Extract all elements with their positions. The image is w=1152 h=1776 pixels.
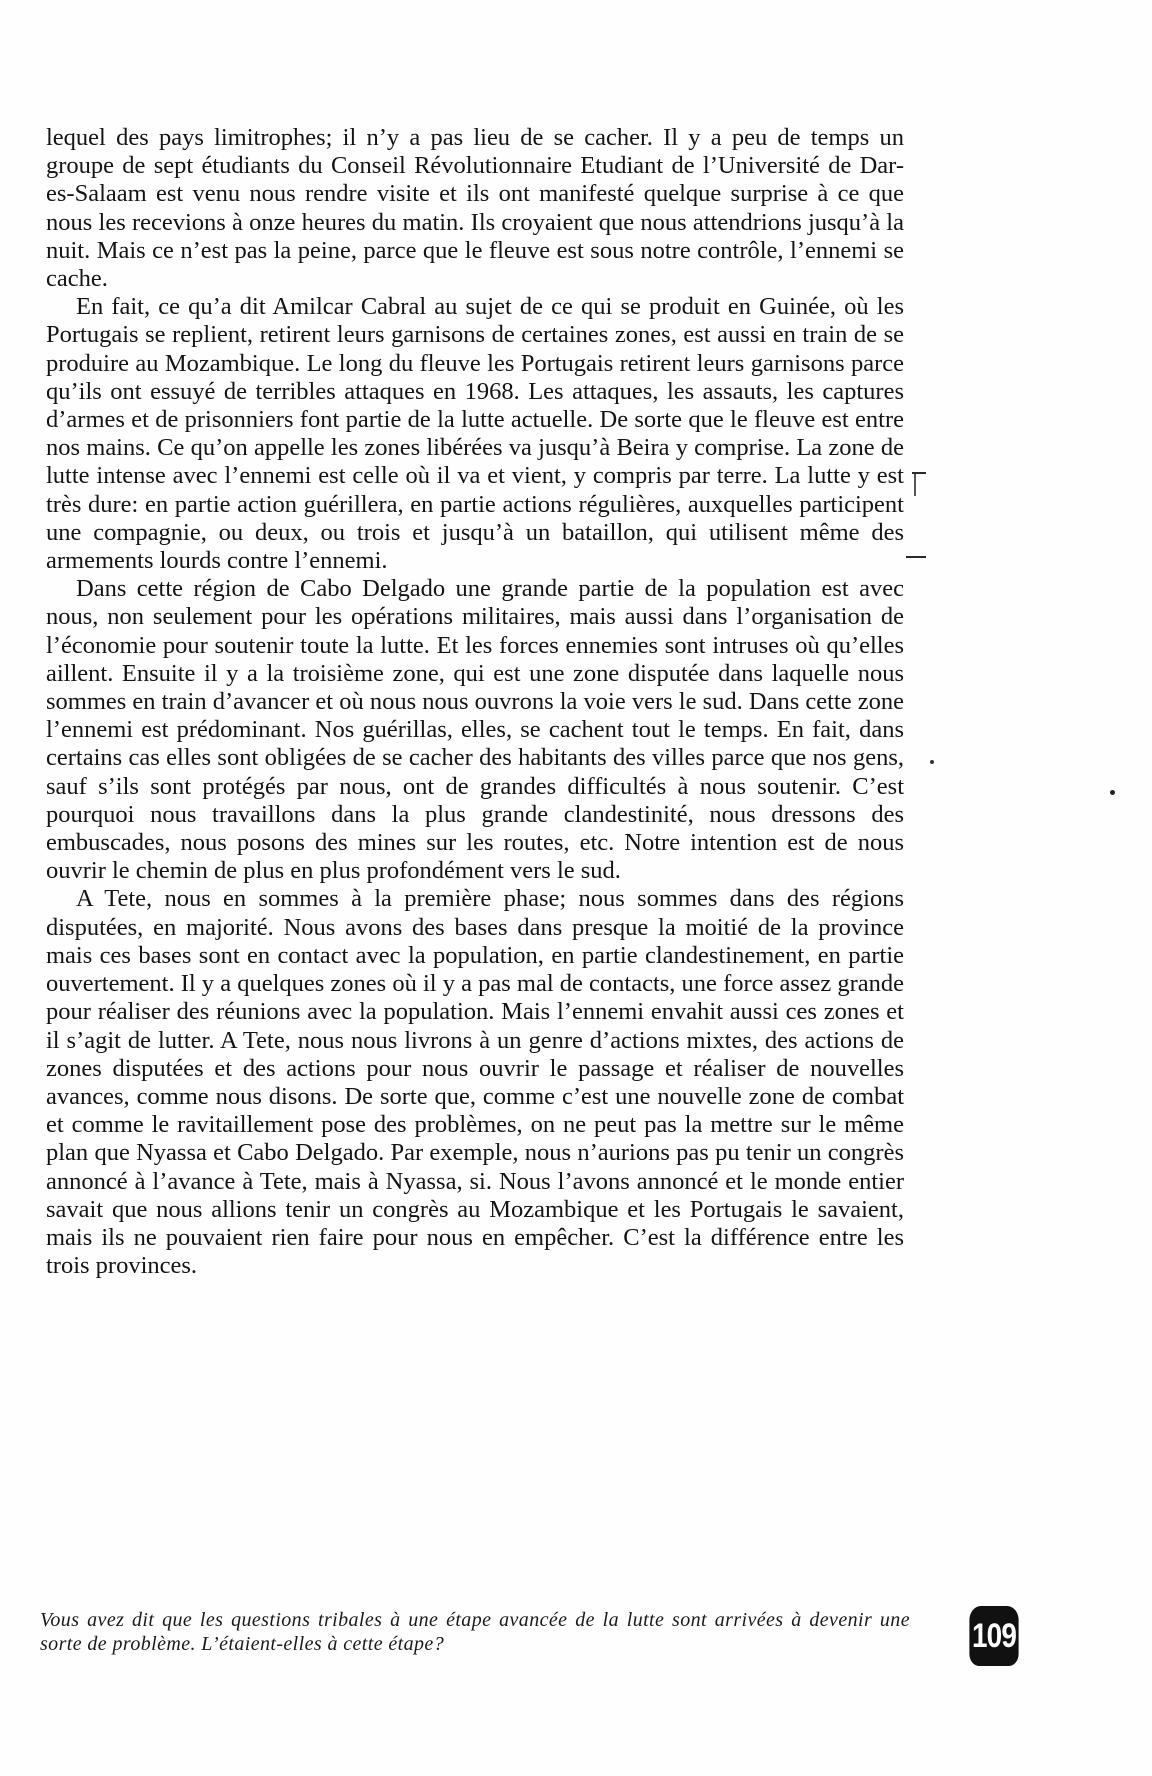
interview-question: Vous avez dit que les questions tribales à une étape avancée de la lutte sont arrivées à devenir une sorte de problème. L’étaient-elles à cette étape? (40, 1609, 910, 1655)
margin-dot (930, 760, 934, 764)
margin-pencil-mark (906, 556, 928, 560)
paragraph: Dans cette région de Cabo Delgado une grande partie de la population est avec nous, non seulement pour les opérations militaires, mais aussi dans l’organisation de l’économie pour soutenir toute la lutte. Et les forces ennemies sont intruses où qu’elles aillent. Ensuite il y a la troisième zone, qui est une zone disputée dans laquelle nous sommes en train d’avancer et où nous nous ouvrons la voie vers le sud. Dans cette zone l’ennemi est prédominant. Nos guérillas, elles, se cachent tout le temps. En fait, dans certains cas elles sont obligées de se cacher des habitants des villes parce que nos gens, sauf s’ils sont protégés par nous, ont de grandes difficultés à nous soutenir. C’est pourquoi nous travaillons dans la plus grande clandestinité, nous dressons des embuscades, nous posons des mines sur les routes, etc. Notre intention est de nous ouvrir le chemin de plus en plus profondément vers le sud. (46, 575, 904, 885)
margin-pencil-mark (908, 470, 928, 510)
paragraph: En fait, ce qu’a dit Amilcar Cabral au sujet de ce qui se produit en Guinée, où les Portugais se replient, retirent leurs garnisons de certaines zones, est aussi en train de se produire au Mozambique. Le long du fleuve les Portugais retirent leurs garnisons parce qu’ils ont essuyé de terribles attaques en 1968. Les attaques, les assauts, les captures d’armes et de prisonniers font partie de la lutte actuelle. De sorte que le fleuve est entre nos mains. Ce qu’on appelle les zones libérées va jusqu’à Beira y comprise. La zone de lutte intense avec l’ennemi est celle où il va et vient, y compris par terre. La lutte y est très dure: en partie action guérillera, en partie actions régulières, auxquelles participent une compagnie, ou deux, ou trois et jusqu’à un bataillon, qui utilisent même des armements lourds contre l’ennemi. (46, 293, 904, 575)
page-number-badge: 109 (969, 1606, 1018, 1666)
paragraph: A Tete, nous en sommes à la première phase; nous sommes dans des régions disputées, en majorité. Nous avons des bases dans presque la moitié de la province mais ces bases sont en contact avec la population, en partie clandestinement, en partie ouvertement. Il y a quelques zones où il y a pas mal de contacts, une force assez grande pour réaliser des réunions avec la population. Mais l’ennemi envahit aussi ces zones et il s’agit de lutter. A Tete, nous nous livrons à un genre d’actions mixtes, des actions de zones disputées et des actions pour nous ouvrir le passage et réaliser de nouvelles avances, comme nous disons. De sorte que, comme c’est une nouvelle zone de combat et comme le ravitaillement pose des problèmes, on ne peut pas la mettre sur le même plan que Nyassa et Cabo Delgado. Par exemple, nous n’aurions pas pu tenir un congrès annoncé à l’avance à Tete, mais à Nyassa, si. Nous l’avons annoncé et le monde entier savait que nous allions tenir un congrès au Mozambique et les Portugais le savaient, mais ils ne pouvaient rien faire pour nous en empêcher. C’est la différence entre les trois provinces. (46, 885, 904, 1280)
body-text (46, 124, 904, 1280)
paragraph: lequel des pays limitrophes; il n’y a pas lieu de se cacher. Il y a peu de temps un groupe de sept étudiants du Conseil Révolutionnaire Etudiant de l’Université de Dar-es-Salaam est venu nous rendre visite et ils ont manifesté quelque surprise à ce que nous les recevions à onze heures du matin. Ils croyaient que nous attendrions jusqu’à la nuit. Mais ce n’est pas la peine, parce que le fleuve est sous notre contrôle, l’ennemi se cache. (46, 124, 904, 293)
margin-dot (1110, 790, 1115, 795)
